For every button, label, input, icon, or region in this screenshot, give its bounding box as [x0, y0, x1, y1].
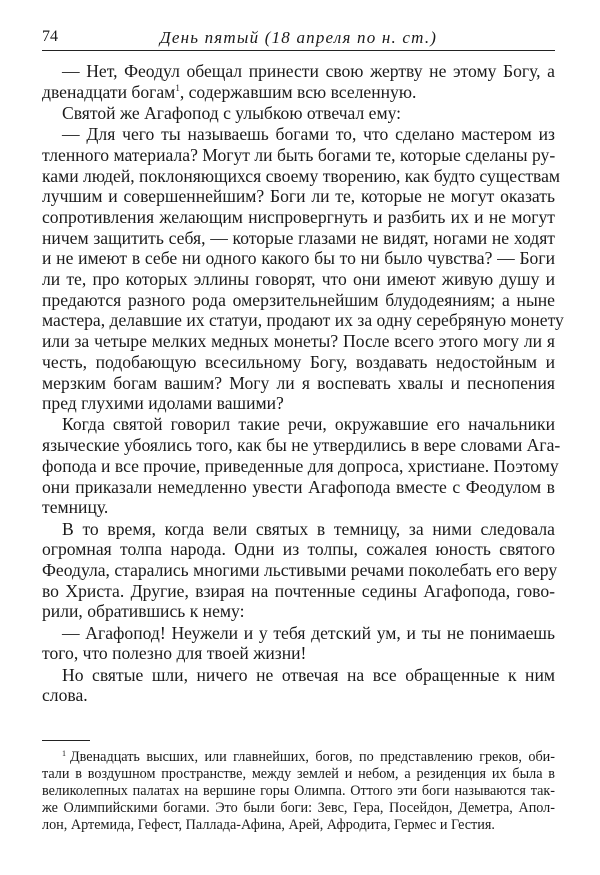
- footnote-line: [42, 817, 555, 834]
- text-line: [42, 559, 558, 581]
- text-segment: , содержавшим всю вселенную.: [179, 81, 417, 102]
- text-segment: — Агафопод! Неужели и у тебя детский ум, и ты не понимаешь: [62, 622, 555, 643]
- text-line: [42, 165, 561, 187]
- text-segment: или за четыре мелких медных монеты? После всего этого могу ли я: [42, 331, 555, 352]
- text-line: [42, 248, 555, 269]
- text-segment: тленного материала? Могут ли быть богами те, которые сделаны ру-: [42, 144, 556, 165]
- text-segment: честь, подобающую всесильному Богу, воздавать недостойным и: [42, 351, 555, 372]
- footnote-text: тали в воздушном пространстве, между землей и небом, а резиденция их была в: [42, 766, 555, 782]
- footnote-text: великолепных палатах на вершине горы Олимпа. Оттого эти боги называются так-: [42, 783, 555, 799]
- text-segment: мерзким богам вашим? Могу ли я воспевать хвалы и песнопения: [42, 372, 555, 393]
- text-segment: мастера, делавшие их статуи, продают их за одну серебряную монету: [42, 310, 564, 331]
- text-line: [42, 497, 555, 518]
- text-line: [42, 352, 555, 373]
- text-line: [42, 82, 555, 103]
- running-title: День пятый (18 апреля по н. ст.): [159, 28, 438, 47]
- paragraph: [42, 414, 561, 518]
- footnote-text: же Олимпийскими богами. Это были боги: Зевс, Гера, Посейдон, Деметра, Апол-: [42, 800, 555, 816]
- paragraph: [42, 623, 555, 664]
- text-line: [42, 477, 555, 498]
- text-line: [42, 581, 555, 602]
- text-line: [42, 414, 555, 435]
- paragraph: [42, 124, 564, 414]
- text-segment: ничем защитить себя, — которые глазами не видят, ногами не ходят: [42, 227, 555, 248]
- footnote-line: [42, 783, 555, 800]
- text-line: [42, 623, 555, 644]
- running-header: [42, 28, 555, 51]
- text-segment: фопода и все прочие, приведенные для допроса, христиане. Поэтому: [42, 455, 559, 476]
- text-segment: предаются разного рода омерзительнейшим блудодеяниям; а ныне: [42, 289, 555, 310]
- footnote-text: лон, Артемида, Гефест, Паллада-Афина, Арей, Афродита, Гермес и Гестия.: [42, 817, 495, 833]
- text-segment: языческие убоялись того, как бы не утвердились в вере словами Ага-: [42, 435, 561, 456]
- paragraph: [42, 61, 555, 102]
- text-line: [42, 373, 555, 394]
- text-segment: Когда святой говорил такие речи, окружавшие его начальники: [62, 414, 555, 435]
- text-line: [42, 103, 555, 124]
- text-segment: — Для чего ты называешь богами то, что сделано мастером из: [62, 124, 555, 145]
- text-line: [42, 310, 564, 331]
- text-segment: они приказали немедленно увести Агафопода вместе с Феодулом в: [42, 476, 555, 497]
- text-segment: лучшим и совершеннейшим? Боги ли те, которые не могут оказать: [42, 186, 555, 207]
- text-segment: того, что полезно для твоей жизни!: [42, 643, 307, 664]
- text-line: [42, 685, 555, 706]
- text-line: [42, 269, 555, 290]
- text-line: [42, 207, 555, 228]
- footnote-line: [42, 766, 555, 783]
- text-segment: во Христа. Другие, взирая на почтенные седины Агафопода, гово-: [42, 580, 555, 601]
- text-segment: — Нет, Феодул обещал принести свою жертву не этому Богу, а: [62, 61, 555, 81]
- text-line: [42, 124, 555, 145]
- text-line: [42, 539, 555, 560]
- text-line: [42, 290, 555, 311]
- text-line: [42, 145, 555, 166]
- footnote: [42, 749, 555, 834]
- text-line: [42, 331, 555, 352]
- text-segment: рили, обратившись к нему:: [42, 601, 245, 622]
- text-segment: огромная толпа народа. Одни из толпы, сожалея юность святого: [42, 539, 555, 560]
- text-segment: ли те, про которых эллины говорят, что они имеют живую душу и: [42, 269, 555, 290]
- text-line: [42, 601, 555, 622]
- paragraph: [42, 103, 555, 124]
- text-segment: сопротивления желающим ниспровергнуть и разбить их и не могут: [42, 207, 555, 227]
- text-segment: В то время, когда вели святых в темницу, за ними следовала: [62, 518, 555, 539]
- text-line: [42, 186, 555, 207]
- text-line: [42, 228, 555, 249]
- body-text: [42, 61, 564, 706]
- text-line: [42, 643, 555, 664]
- footnote-text: Двенадцать высших, или главнейших, богов, по представлению греков, оби-: [70, 749, 555, 765]
- text-segment: и не имеют в себе ни одного какого бы то ни было чувства? — Боги: [42, 248, 555, 269]
- footnote-reference[interactable]: 1: [175, 82, 180, 93]
- footnote-marker: 1: [62, 749, 66, 758]
- text-segment: Но святые шли, ничего не отвечая на все обращенные к ним: [62, 664, 555, 685]
- paragraph: [42, 665, 555, 706]
- footnote-line: [42, 800, 555, 817]
- footnote-line: [42, 749, 555, 766]
- text-segment: темницу.: [42, 497, 109, 518]
- text-segment: Святой же Агафопод с улыбкою отвечал ему:: [62, 102, 402, 123]
- page-number: 74: [42, 28, 58, 45]
- text-line: [42, 519, 555, 540]
- text-segment: двенадцати богам: [42, 81, 176, 102]
- text-line: [42, 455, 559, 477]
- text-segment: слова.: [42, 685, 88, 706]
- text-segment: ками людей, поклоняющихся своему творению, как будто существам: [42, 165, 561, 186]
- paragraph: [42, 518, 558, 622]
- text-segment: пред глухими идолами вашими?: [42, 393, 284, 414]
- text-line: [42, 665, 555, 686]
- text-segment: Феодула, старались многими льстивыми речами поколебать его веру: [42, 559, 558, 580]
- text-line: [42, 435, 561, 456]
- footnote-divider: [42, 740, 90, 741]
- text-line: [42, 61, 555, 82]
- text-line: [42, 393, 555, 414]
